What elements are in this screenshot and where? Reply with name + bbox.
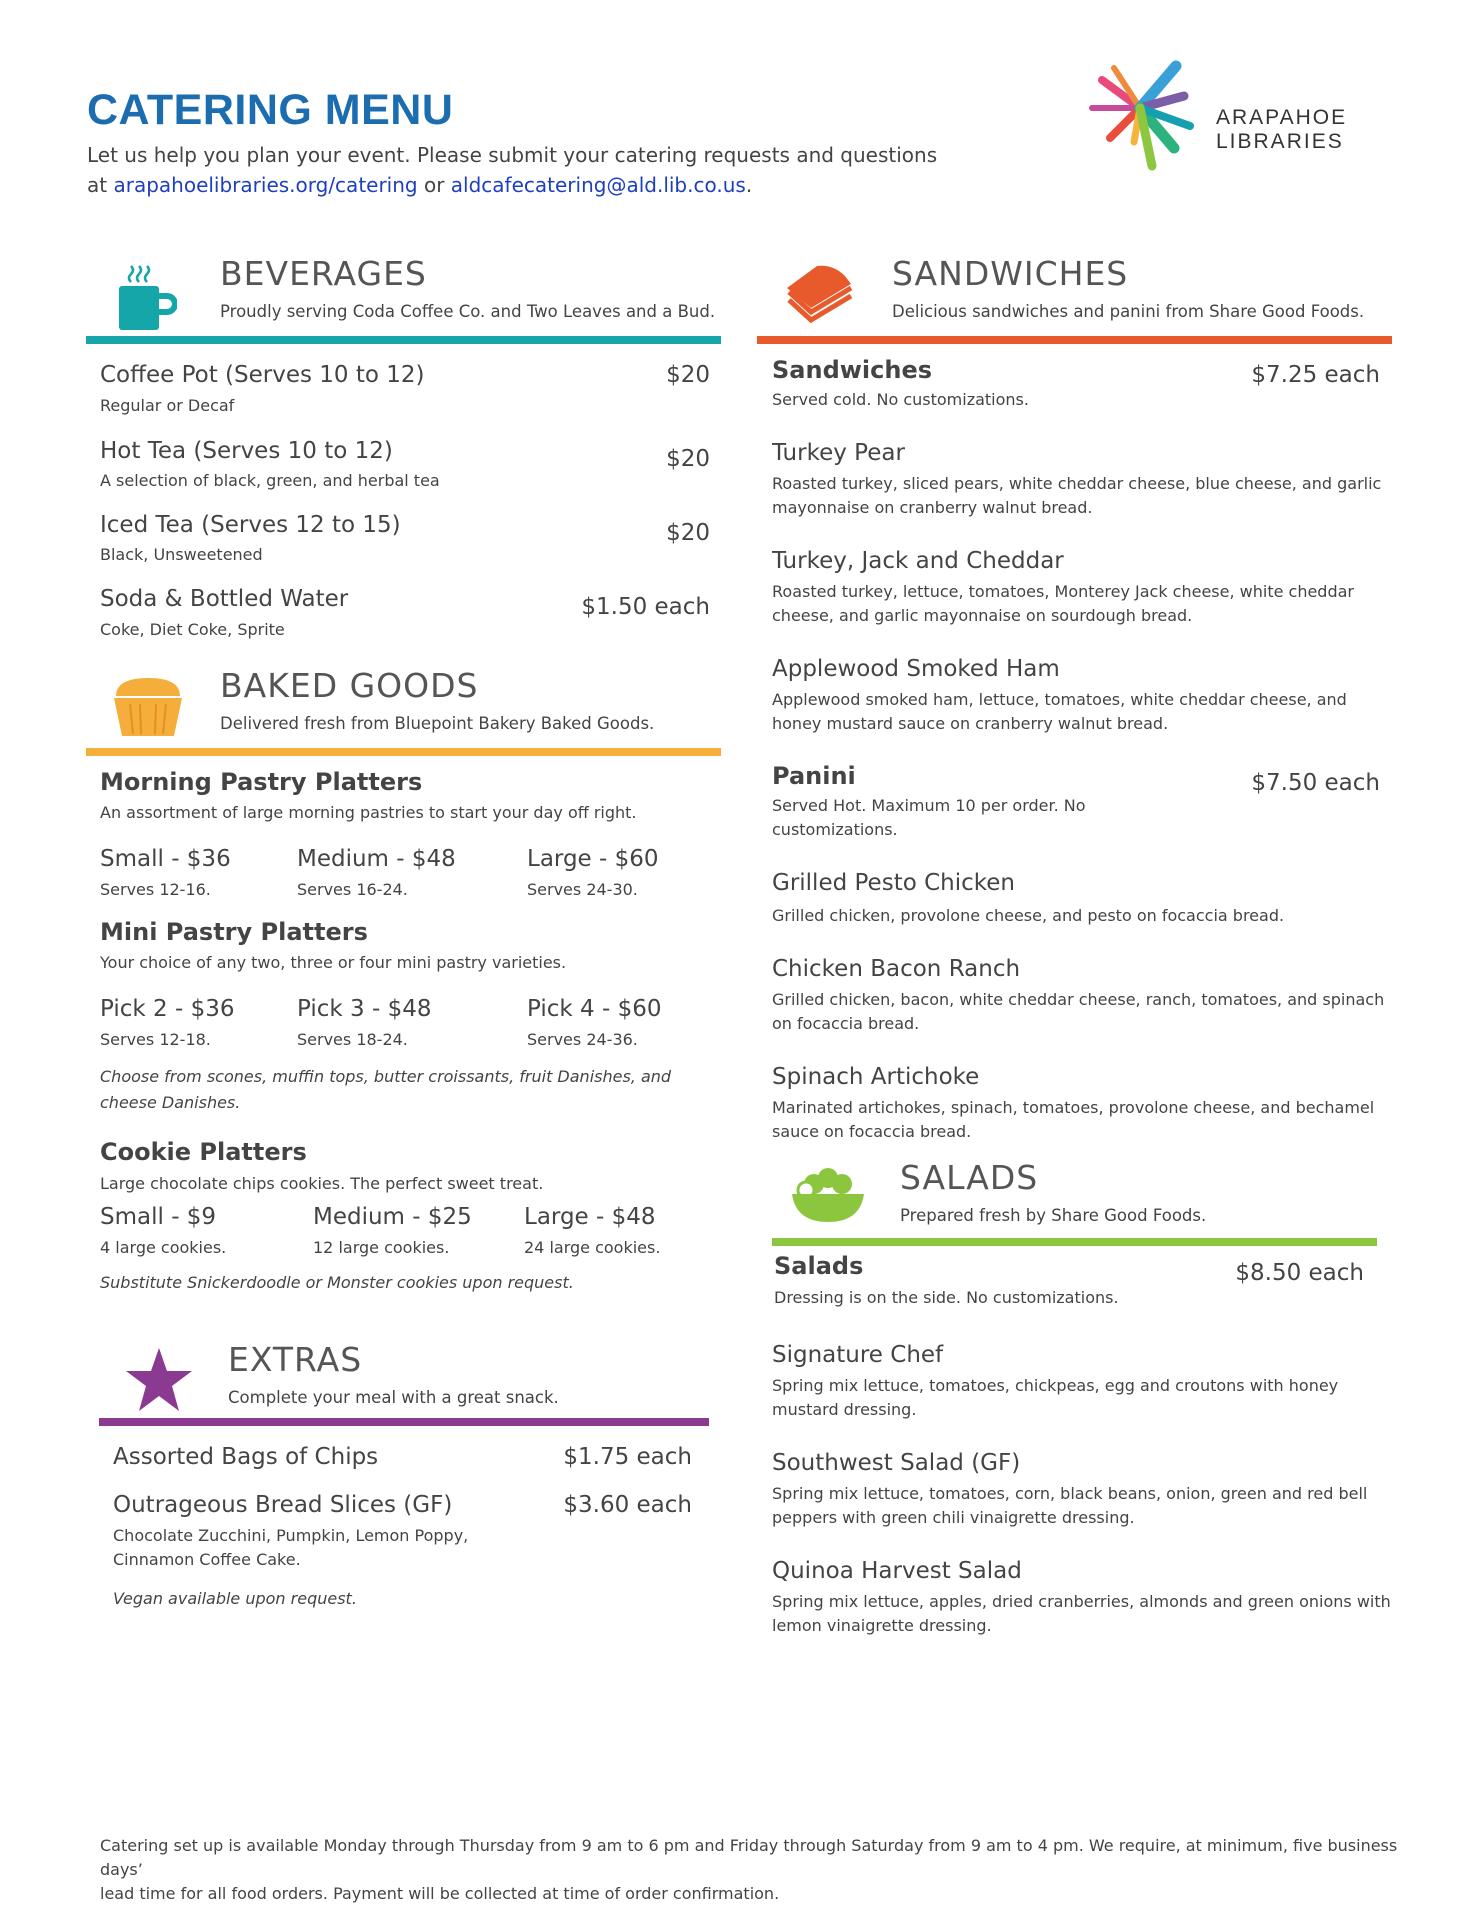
tier-label: Small - $36 <box>100 846 231 872</box>
intro-text <box>87 140 987 200</box>
salad-desc-line-1: Spring mix lettuce, tomatoes, corn, black beans, onion, green and red bell <box>772 1484 1368 1503</box>
footer-note <box>100 1834 1430 1906</box>
sandwiches-group-desc: Served cold. No customizations. <box>772 390 1029 409</box>
panini-item-name: Spinach Artichoke <box>772 1064 980 1090</box>
sandwiches-group-title: Sandwiches <box>772 356 933 384</box>
panini-group-title: Panini <box>772 762 856 790</box>
logo-wordmark <box>1216 106 1347 154</box>
intro-line-2 <box>87 170 987 200</box>
mini-pastry-desc: Your choice of any two, three or four mini pastry varieties. <box>100 953 567 972</box>
beverage-item-desc: Coke, Diet Coke, Sprite <box>100 620 285 639</box>
logo-line-2: LIBRARIES <box>1216 130 1344 153</box>
morning-pastry-desc: An assortment of large morning pastries to start your day off right. <box>100 803 637 822</box>
beverages-title: BEVERAGES <box>220 254 427 293</box>
extras-subtitle: Complete your meal with a great snack. <box>228 1388 559 1407</box>
salads-group-title: Salads <box>774 1252 864 1280</box>
sandwich-item-desc <box>772 688 1347 736</box>
mini-pastry-note-line-1: Choose from scones, muffin tops, butter croissants, fruit Danishes, and <box>100 1067 672 1086</box>
extras-item-desc <box>113 1524 468 1572</box>
panini-item-desc <box>772 988 1384 1036</box>
tier-label: Medium - $48 <box>297 846 456 872</box>
sandwich-desc-line-1: Roasted turkey, sliced pears, white cheddar cheese, blue cheese, and garlic <box>772 474 1382 493</box>
salad-item-name: Quinoa Harvest Salad <box>772 1558 1022 1584</box>
sandwich-desc-line-2: honey mustard sauce on cranberry walnut bread. <box>772 714 1169 733</box>
beverage-item-desc: A selection of black, green, and herbal tea <box>100 471 440 490</box>
tier-serves: Serves 12-18. <box>100 1030 211 1049</box>
tier-label: Small - $9 <box>100 1204 217 1230</box>
intro-at: at <box>87 173 108 197</box>
salad-desc-line-2: lemon vinaigrette dressing. <box>772 1616 992 1635</box>
page-title: CATERING MENU <box>87 86 454 134</box>
sandwich-item-desc <box>772 472 1381 520</box>
intro-or: or <box>423 173 445 197</box>
extras-item-desc-line-2: Cinnamon Coffee Cake. <box>113 1550 301 1569</box>
beverage-item-name: Hot Tea (Serves 10 to 12) <box>100 438 393 464</box>
salads-divider <box>772 1238 1377 1246</box>
panini-group-desc <box>772 794 1086 842</box>
extras-item-price: $3.60 each <box>563 1492 692 1518</box>
tier-serves: 12 large cookies. <box>313 1238 450 1257</box>
catering-web-link[interactable]: arapahoelibraries.org/catering <box>113 173 418 197</box>
panini-item-name: Chicken Bacon Ranch <box>772 956 1021 982</box>
tier-label: Medium - $25 <box>313 1204 472 1230</box>
panini-desc-line-1: Grilled chicken, bacon, white cheddar cheese, ranch, tomatoes, and spinach <box>772 990 1385 1009</box>
beverage-item-price: $20 <box>666 520 710 546</box>
extras-note: Vegan available upon request. <box>113 1589 357 1608</box>
salad-item-name: Signature Chef <box>772 1342 944 1368</box>
cookie-platter-desc: Large chocolate chips cookies. The perfect sweet treat. <box>100 1174 544 1193</box>
sandwich-item-name: Applewood Smoked Ham <box>772 656 1060 682</box>
extras-title: EXTRAS <box>228 1340 363 1379</box>
cookie-note: Substitute Snickerdoodle or Monster cookies upon request. <box>100 1273 574 1292</box>
beverage-item-desc: Regular or Decaf <box>100 396 235 415</box>
salads-group-desc: Dressing is on the side. No customizations. <box>774 1288 1119 1307</box>
panini-desc-line-2: on focaccia bread. <box>772 1014 920 1033</box>
panini-desc-line-2: customizations. <box>772 820 898 839</box>
salad-desc-line-1: Spring mix lettuce, apples, dried cranberries, almonds and green onions with <box>772 1592 1391 1611</box>
panini-desc-line-2: sauce on focaccia bread. <box>772 1122 972 1141</box>
tier-serves: Serves 18-24. <box>297 1030 408 1049</box>
panini-desc-line-1: Served Hot. Maximum 10 per order. No <box>772 796 1086 815</box>
sandwich-desc-line-1: Roasted turkey, lettuce, tomatoes, Monterey Jack cheese, white cheddar <box>772 582 1354 601</box>
sandwich-desc-line-1: Applewood smoked ham, lettuce, tomatoes, white cheddar cheese, and <box>772 690 1347 709</box>
footer-line-2: lead time for all food orders. Payment will be collected at time of order confirmation. <box>100 1884 780 1903</box>
baked-goods-subtitle: Delivered fresh from Bluepoint Bakery Baked Goods. <box>220 714 655 733</box>
baked-goods-title: BAKED GOODS <box>220 666 479 705</box>
salad-item-desc <box>772 1590 1391 1638</box>
panini-item-desc <box>772 1096 1374 1144</box>
mini-pastry-note <box>100 1064 671 1116</box>
beverage-item-price: $20 <box>666 446 710 472</box>
tier-label: Pick 4 - $60 <box>527 996 662 1022</box>
beverages-subtitle: Proudly serving Coda Coffee Co. and Two Leaves and a Bud. <box>220 302 716 321</box>
salad-item-desc <box>772 1482 1367 1530</box>
tier-label: Large - $48 <box>524 1204 656 1230</box>
sandwiches-title: SANDWICHES <box>892 254 1129 293</box>
salad-item-name: Southwest Salad (GF) <box>772 1450 1021 1476</box>
panini-group-price: $7.50 each <box>1251 770 1380 796</box>
sandwich-item-desc <box>772 580 1354 628</box>
coffee-mug-icon <box>117 262 177 332</box>
panini-item-desc: Grilled chicken, provolone cheese, and pesto on focaccia bread. <box>772 906 1285 925</box>
baked-goods-divider <box>86 748 721 756</box>
intro-line-1: Let us help you plan your event. Please submit your catering requests and questions <box>87 143 938 167</box>
tier-serves: 24 large cookies. <box>524 1238 661 1257</box>
intro-end: . <box>745 173 753 197</box>
sandwiches-group-price: $7.25 each <box>1251 362 1380 388</box>
sandwich-desc-line-2: mayonnaise on cranberry walnut bread. <box>772 498 1093 517</box>
salads-title: SALADS <box>900 1158 1039 1197</box>
sandwich-item-name: Turkey, Jack and Cheddar <box>772 548 1064 574</box>
salad-item-desc <box>772 1374 1338 1422</box>
muffin-icon <box>108 674 188 738</box>
salad-bowl-icon <box>790 1166 866 1224</box>
mini-pastry-note-line-2: cheese Danishes. <box>100 1093 241 1112</box>
beverage-item-price: $20 <box>666 362 710 388</box>
sandwich-desc-line-2: cheese, and garlic mayonnaise on sourdough bread. <box>772 606 1193 625</box>
extras-item-name: Assorted Bags of Chips <box>113 1444 379 1470</box>
logo-line-1: ARAPAHOE <box>1216 106 1348 129</box>
extras-item-price: $1.75 each <box>563 1444 692 1470</box>
tier-label: Large - $60 <box>527 846 659 872</box>
salads-group-price: $8.50 each <box>1235 1260 1364 1286</box>
tier-serves: Serves 24-36. <box>527 1030 638 1049</box>
panini-desc-line-1: Marinated artichokes, spinach, tomatoes, provolone cheese, and bechamel <box>772 1098 1375 1117</box>
star-icon <box>124 1346 194 1414</box>
arapahoe-libraries-logo-icon <box>1082 56 1222 176</box>
tier-serves: Serves 24-30. <box>527 880 638 899</box>
extras-item-name: Outrageous Bread Slices (GF) <box>113 1492 453 1518</box>
salad-desc-line-1: Spring mix lettuce, tomatoes, chickpeas, egg and croutons with honey <box>772 1376 1339 1395</box>
beverage-item-price: $1.50 each <box>581 594 710 620</box>
sandwiches-divider <box>757 336 1392 344</box>
beverages-divider <box>86 336 721 344</box>
salad-desc-line-2: mustard dressing. <box>772 1400 917 1419</box>
sandwich-icon <box>783 262 855 324</box>
morning-pastry-title: Morning Pastry Platters <box>100 768 423 796</box>
beverage-item-desc: Black, Unsweetened <box>100 545 263 564</box>
tier-serves: 4 large cookies. <box>100 1238 227 1257</box>
sandwiches-subtitle: Delicious sandwiches and panini from Share Good Foods. <box>892 302 1365 321</box>
extras-divider <box>99 1418 709 1426</box>
tier-label: Pick 3 - $48 <box>297 996 432 1022</box>
mini-pastry-title: Mini Pastry Platters <box>100 918 368 946</box>
salads-subtitle: Prepared fresh by Share Good Foods. <box>900 1206 1207 1225</box>
beverage-item-name: Soda & Bottled Water <box>100 586 349 612</box>
beverage-item-name: Coffee Pot (Serves 10 to 12) <box>100 362 425 388</box>
salad-desc-line-2: peppers with green chili vinaigrette dressing. <box>772 1508 1135 1527</box>
tier-serves: Serves 12-16. <box>100 880 211 899</box>
tier-serves: Serves 16-24. <box>297 880 408 899</box>
sandwich-item-name: Turkey Pear <box>772 440 905 466</box>
extras-item-desc-line-1: Chocolate Zucchini, Pumpkin, Lemon Poppy, <box>113 1526 469 1545</box>
footer-line-1: Catering set up is available Monday through Thursday from 9 am to 6 pm and Friday through Saturday from 9 am to 4 pm. We require, at minimum, five business days’ <box>100 1836 1398 1879</box>
beverage-item-name: Iced Tea (Serves 12 to 15) <box>100 512 401 538</box>
catering-email-link[interactable]: aldcafecatering@ald.lib.co.us <box>450 173 746 197</box>
panini-item-name: Grilled Pesto Chicken <box>772 870 1015 896</box>
cookie-platter-title: Cookie Platters <box>100 1138 307 1166</box>
tier-label: Pick 2 - $36 <box>100 996 235 1022</box>
